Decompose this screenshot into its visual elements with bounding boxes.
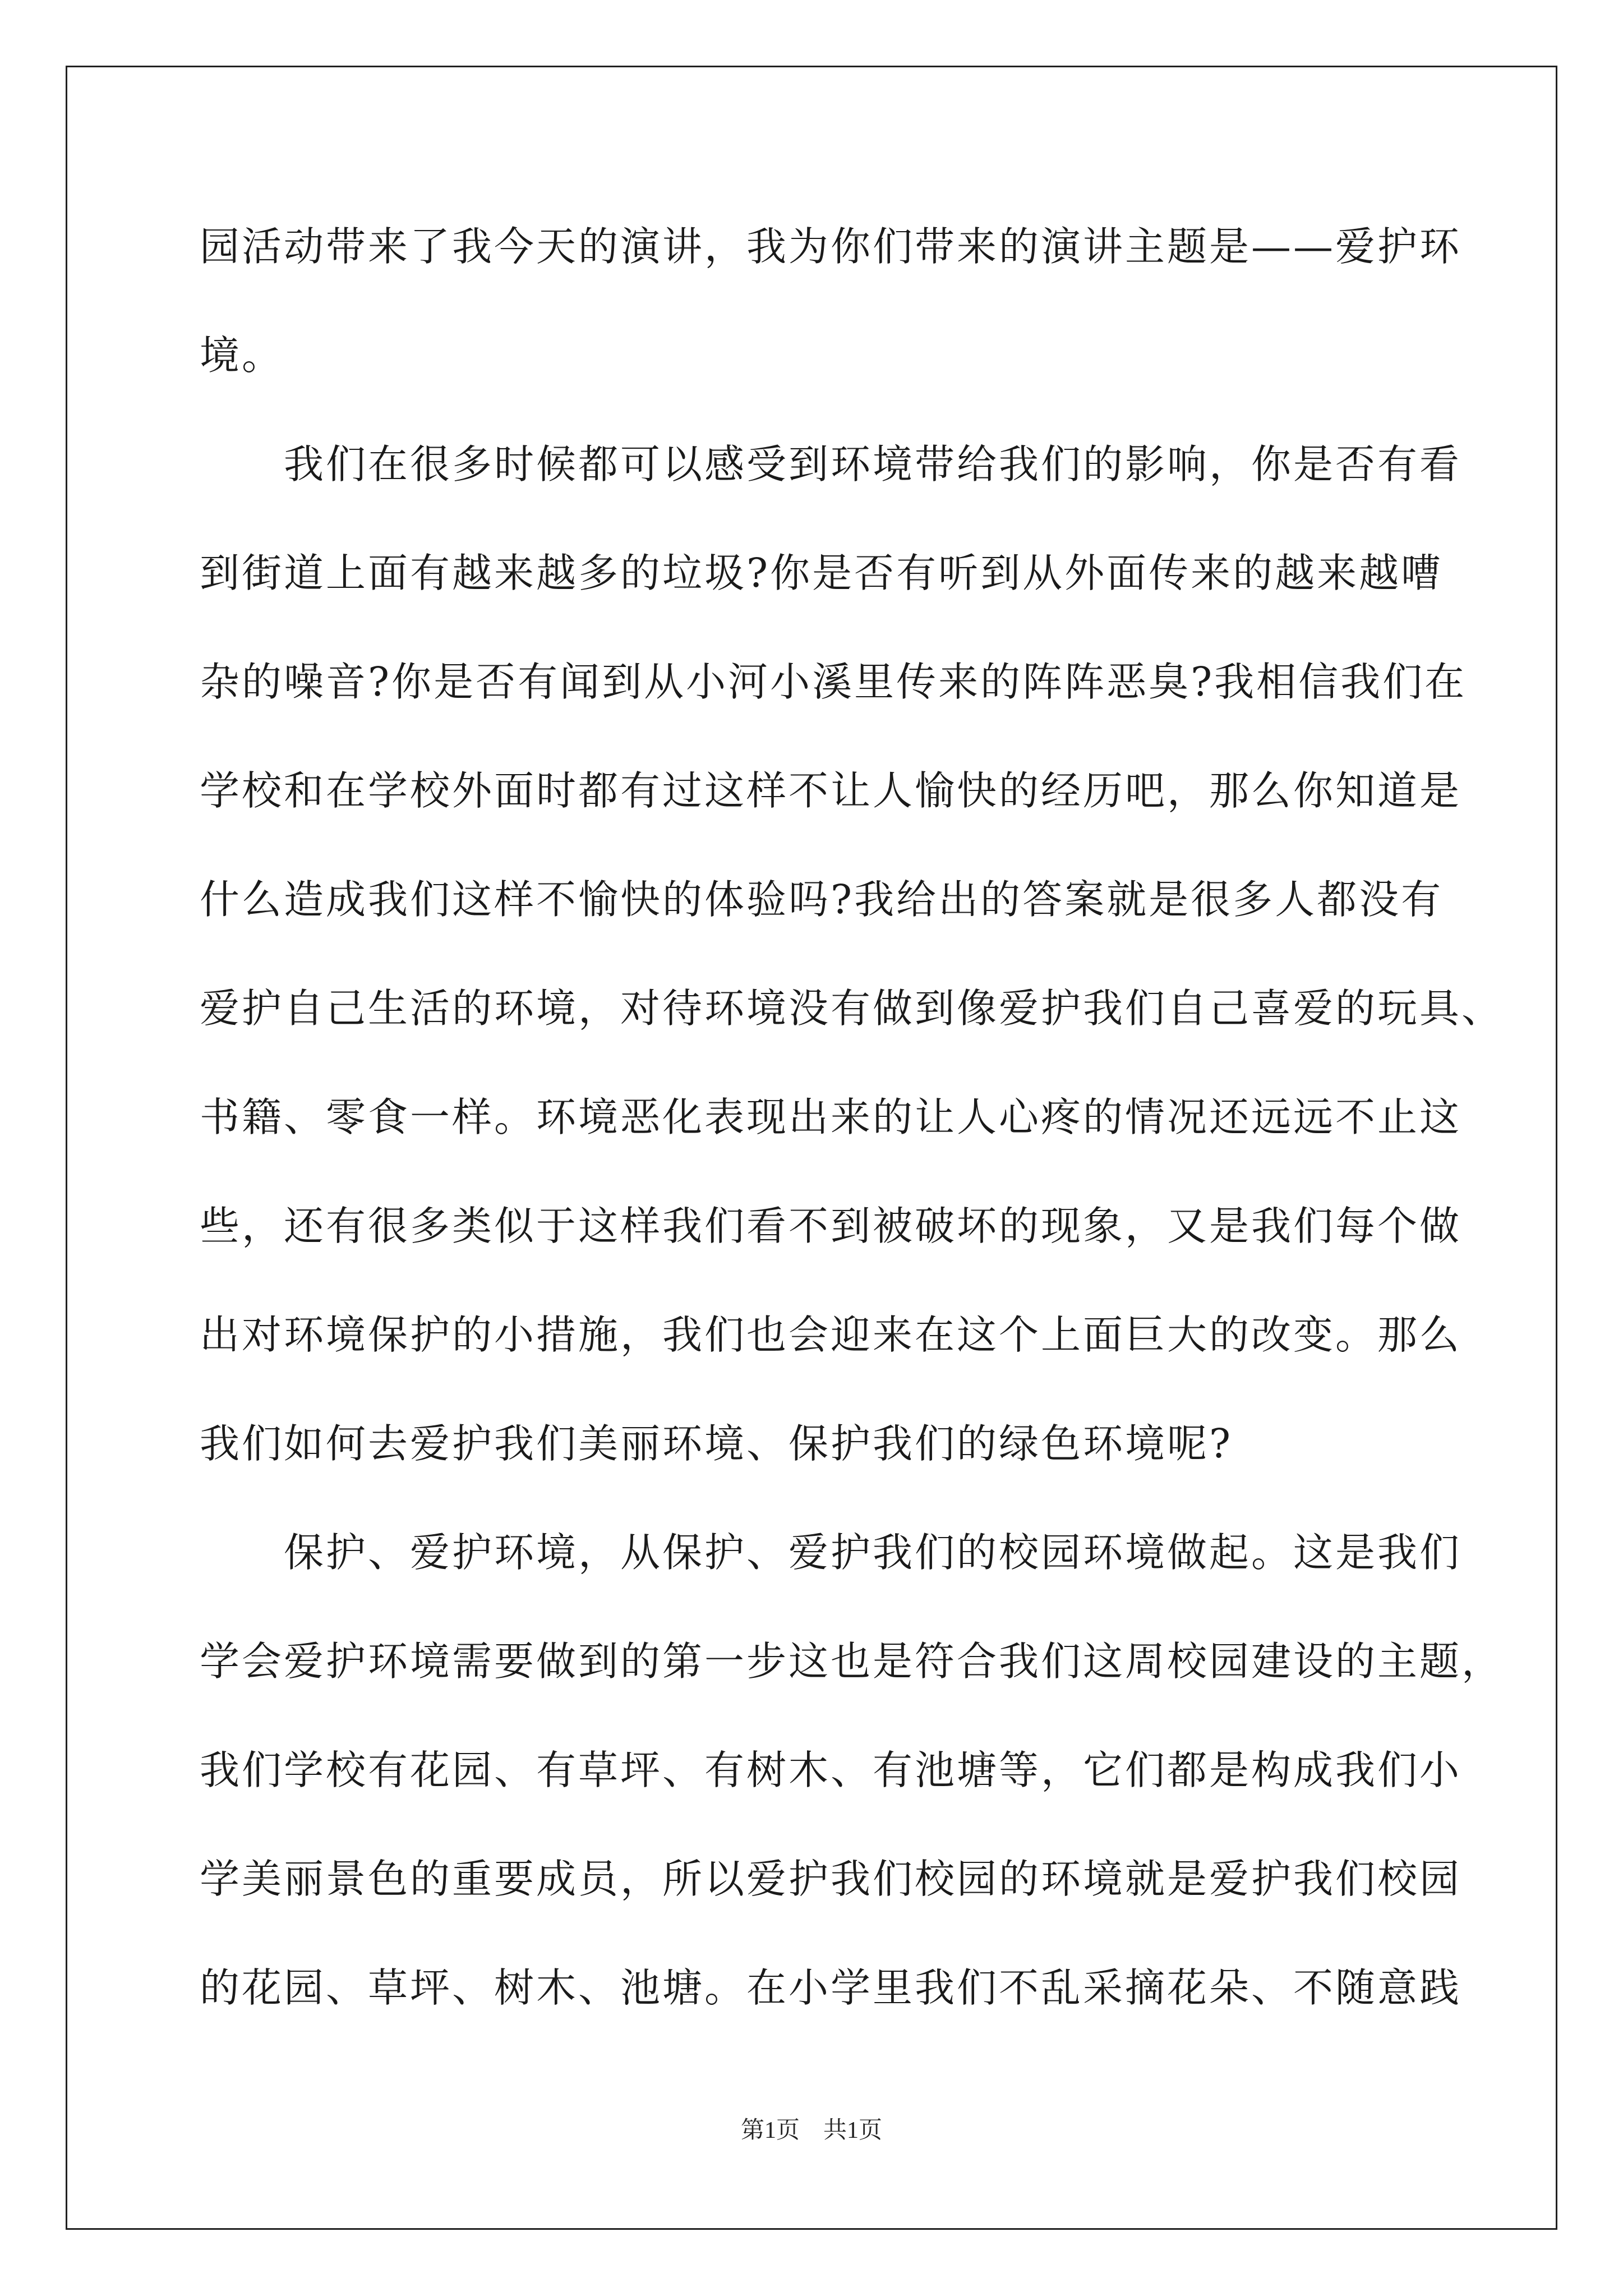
- text-line: 保护、爱护环境，从保护、爱护我们的校园环境做起。这是我们: [200, 1529, 1462, 1576]
- text-line: 学美丽景色的重要成员，所以爱护我们校园的环境就是爱护我们校园: [200, 1856, 1462, 1902]
- text-line: 我们如何去爱护我们美丽环境、保护我们的绿色环境呢?: [200, 1420, 1233, 1467]
- text-line: 我们在很多时候都可以感受到环境带给我们的影响，你是否有看: [200, 441, 1462, 487]
- text-line: 些，还有很多类似于这样我们看不到被破坏的现象，又是我们每个做: [200, 1203, 1462, 1249]
- text-line: 杂的噪音?你是否有闻到从小河小溪里传来的阵阵恶臭?我相信我们在: [200, 659, 1467, 705]
- text-line: 境。: [200, 332, 284, 379]
- text-line: 爱护自己生活的环境，对待环境没有做到像爱护我们自己喜爱的玩具、: [200, 985, 1504, 1032]
- text-line: 书籍、零食一样。环境恶化表现出来的让人心疼的情况还远远不止这: [200, 1094, 1462, 1140]
- page-footer: [0, 2111, 1623, 2145]
- page-total: 共1页: [823, 2118, 883, 2143]
- text-line: 学校和在学校外面时都有过这样不让人愉快的经历吧，那么你知道是: [200, 767, 1462, 814]
- text-line: 学会爱护环境需要做到的第一步这也是符合我们这周校园建设的主题，: [200, 1638, 1504, 1685]
- text-line: 我们学校有花园、有草坪、有树木、有池塘等，它们都是构成我们小: [200, 1747, 1462, 1793]
- text-line: 什么造成我们这样不愉快的体验吗?我给出的答案就是很多人都没有: [200, 876, 1444, 923]
- page-border: [66, 66, 1557, 2230]
- text-line: 出对环境保护的小措施，我们也会迎来在这个上面巨大的改变。那么: [200, 1312, 1462, 1358]
- text-line: 到街道上面有越来越多的垃圾?你是否有听到从外面传来的越来越嘈: [200, 550, 1444, 596]
- text-line: 园活动带来了我今天的演讲，我为你们带来的演讲主题是——爱护环: [200, 223, 1462, 270]
- text-line: 的花园、草坪、树木、池塘。在小学里我们不乱采摘花朵、不随意践: [200, 1964, 1462, 2011]
- page-number: 第1页: [740, 2118, 800, 2143]
